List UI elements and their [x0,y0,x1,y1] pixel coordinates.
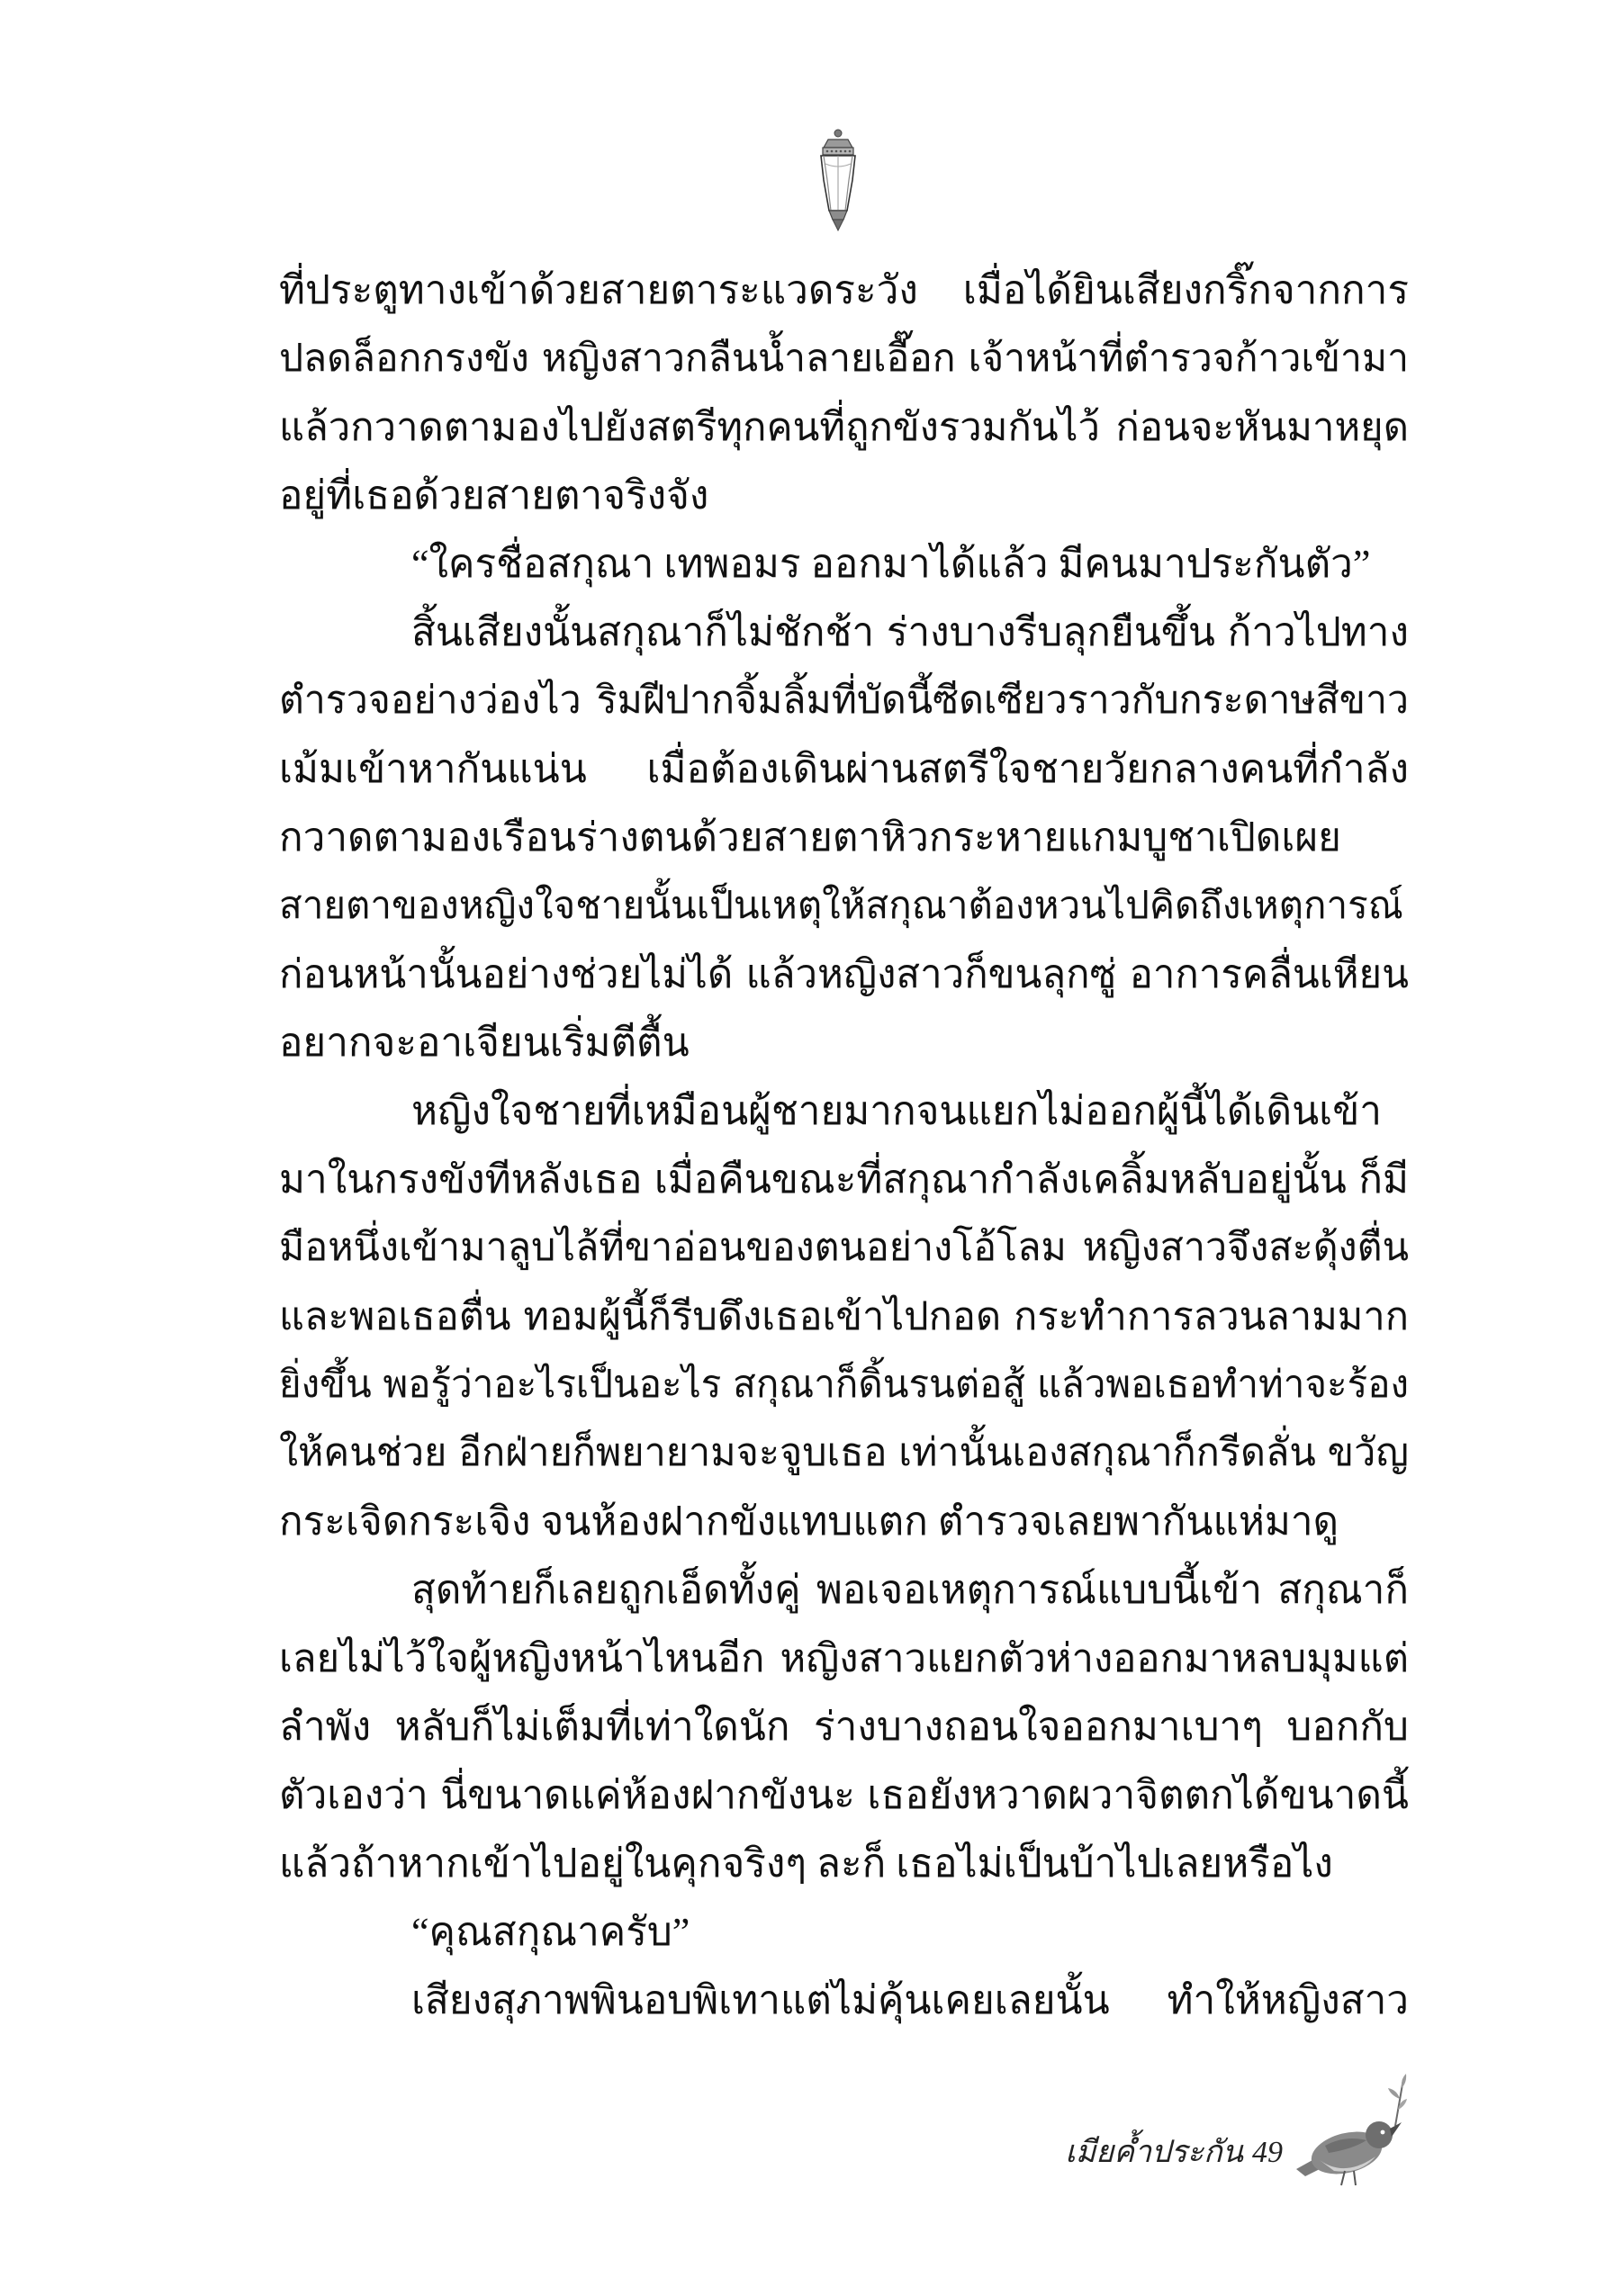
text-line: สุดท้ายก็เลยถูกเอ็ดทั้งคู่ พอเจอเหตุการณ์แบบนี้เข้า สกุณาก็ [411,1568,1409,1612]
text-line: สิ้นเสียงนั้นสกุณาก็ไม่ชักช้า ร่างบางรีบลุกยืนขึ้น ก้าวไปทาง [411,610,1409,654]
text-line: ลำพัง หลับก็ไม่เต็มที่เท่าใดนัก ร่างบางถอนใจออกมาเบาๆ บอกกับ [279,1705,1409,1749]
text-line: และพอเธอตื่น ทอมผู้นี้ก็รีบดึงเธอเข้าไปกอด กระทำการลวนลามมาก [279,1295,1409,1338]
text-line: ก่อนหน้านั้นอย่างช่วยไม่ได้ แล้วหญิงสาวก็ขนลุกซู่ อาการคลื่นเหียน [279,953,1409,996]
page-footer [1035,2133,1283,2173]
text-line: ปลดล็อกกรงขัง หญิงสาวกลืนน้ำลายเอื๊อก เจ้าหน้าที่ตำรวจก้าวเข้ามา [279,338,1409,380]
bird-icon [1289,2063,1408,2194]
text-line: สายตาของหญิงใจชายนั้นเป็นเหตุให้สกุณาต้องหวนไปคิดถึงเหตุการณ์ [279,885,1403,927]
book-title: เมียค้ำประกัน [1065,2136,1243,2169]
text-line: มือหนึ่งเข้ามาลูบไล้ที่ขาอ่อนของตนอย่างโอ้โลม หญิงสาวจึงสะดุ้งตื่น [279,1227,1409,1269]
text-line: ตัวเองว่า นี่ขนาดแค่ห้องฝากขังนะ เธอยังหวาดผวาจิตตกได้ขนาดนี้ [279,1773,1409,1817]
text-line: ที่ประตูทางเข้าด้วยสายตาระแวดระวัง เมื่อได้ยินเสียงกริ๊กจากการ [279,268,1409,312]
text-line: กวาดตามองเรือนร่างตนด้วยสายตาหิวกระหายแกมบูชาเปิดเผย [279,815,1341,860]
text-line: เลยไม่ไว้ใจผู้หญิงหน้าไหนอีก หญิงสาวแยกตัวห่างออกมาหลบมุมแต่ [279,1637,1409,1680]
text-line: กระเจิดกระเจิง จนห้องฝากขังแทบแตก ตำรวจเลยพากันแห่มาดู [279,1499,1339,1544]
text-line: แล้วถ้าหากเข้าไปอยู่ในคุกจริงๆ ละก็ เธอไม่เป็นบ้าไปเลยหรือไง [279,1841,1333,1886]
body-text [279,257,1409,2035]
text-line: “คุณสกุณาครับ” [411,1910,690,1954]
text-line: อยู่ที่เธอด้วยสายตาจริงจัง [279,473,709,518]
text-line: มาในกรงขังทีหลังเธอ เมื่อคืนขณะที่สกุณากำลังเคลิ้มหลับอยู่นั้น ก็มี [279,1157,1409,1202]
text-line: ให้คนช่วย อีกฝ่ายก็พยายามจะจูบเธอ เท่านั้นเองสกุณาก็กรีดลั่น ขวัญ [279,1432,1409,1474]
text-line: อยากจะอาเจียนเริ่มตีตื้น [279,1021,690,1065]
page-number: 49 [1252,2136,1283,2169]
text-line: หญิงใจชายที่เหมือนผู้ชายมากจนแยกไม่ออกผู้นี้ได้เดินเข้า [411,1089,1382,1133]
text-line: ยิ่งขึ้น พอรู้ว่าอะไรเป็นอะไร สกุณาก็ดิ้นรนต่อสู้ แล้วพอเธอทำท่าจะร้อง [279,1364,1409,1406]
lantern-ornament-icon [813,128,863,234]
text-line: ตำรวจอย่างว่องไว ริมฝีปากจิ้มลิ้มที่บัดนี้ซีดเซียวราวกับกระดาษสีขาว [279,680,1409,722]
text-line: แล้วกวาดตามองไปยังสตรีทุกคนที่ถูกขังรวมกันไว้ ก่อนจะหันมาหยุด [279,406,1409,449]
text-line: เม้มเข้าหากันแน่น เมื่อต้องเดินผ่านสตรีใจชายวัยกลางคนที่กำลัง [279,747,1409,791]
text-line: “ใครชื่อสกุณา เทพอมร ออกมาได้แล้ว มีคนมาประกันตัว” [411,542,1371,586]
text-line: เสียงสุภาพพินอบพิเทาแต่ไม่คุ้นเคยเลยนั้น ทำให้หญิงสาว [411,1978,1409,2022]
